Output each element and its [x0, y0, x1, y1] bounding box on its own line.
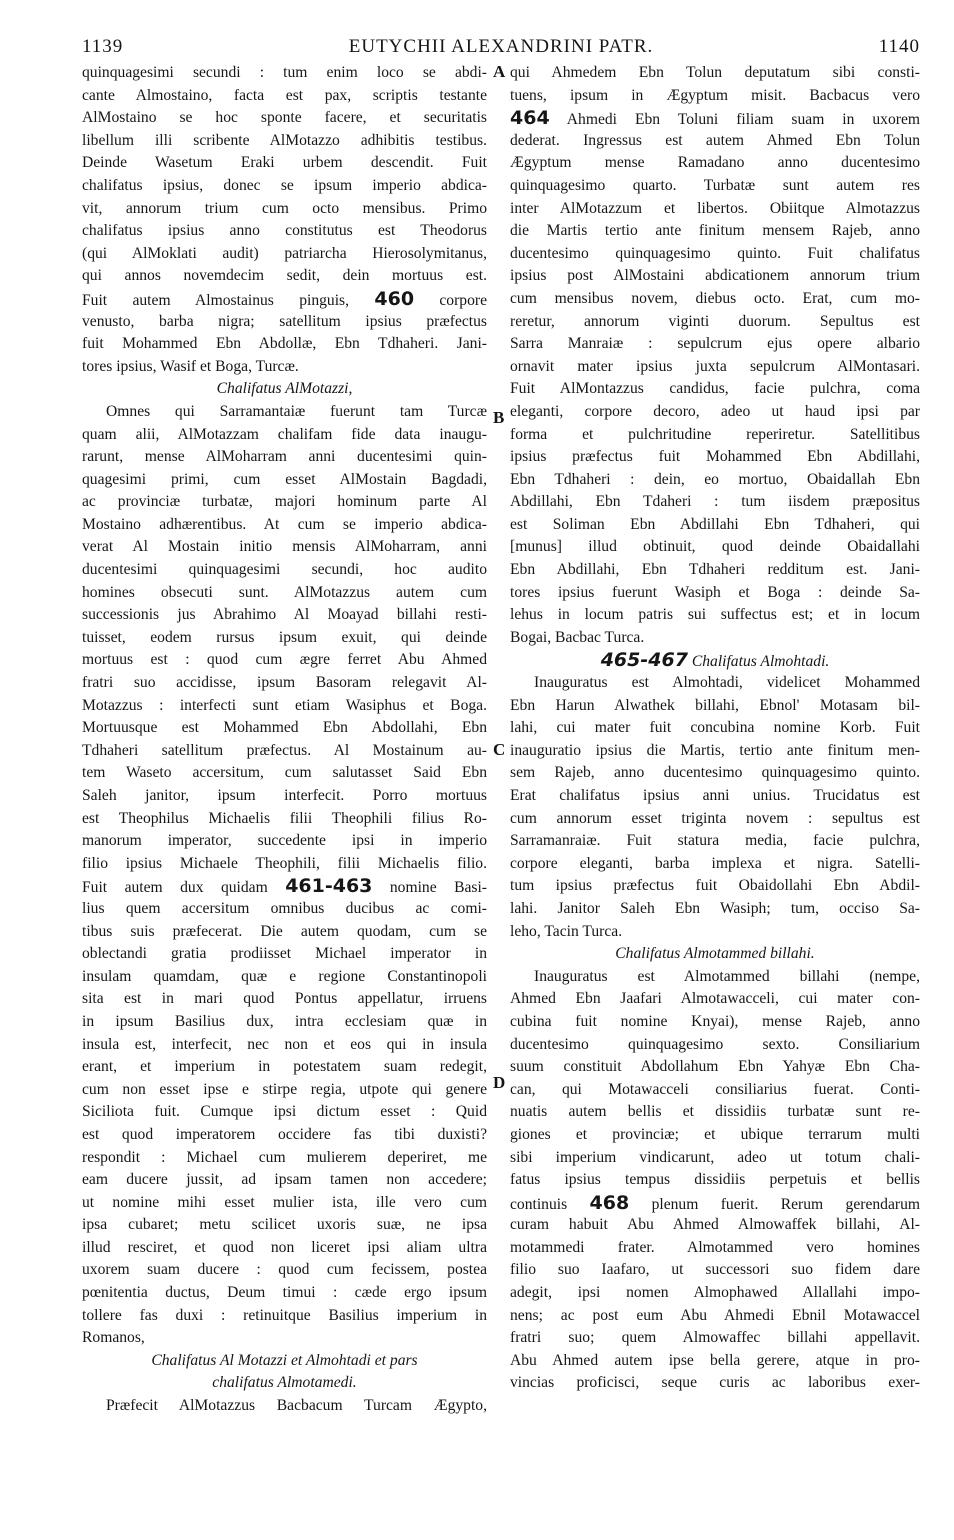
margin-letter-b: B	[493, 408, 505, 427]
text-line: lehus in locum patris sui suffectus est; et in locum	[510, 606, 920, 624]
text-line: motammedi frater. Almotammed vero homines	[510, 1238, 920, 1256]
text-line: Sarra Manraiæ : sepulcrum ejus opere albario	[510, 335, 920, 353]
text-line: fratri suo; quem Almowaffec billahi appellavit.	[510, 1329, 920, 1347]
text-line: nuatis autem bellis et dissidiis turbatæ sunt re-	[510, 1103, 920, 1121]
text-line: Inauguratus est Almotammed billahi (nempe,	[534, 967, 920, 985]
text-line: filio suo Iaafaro, ut successori suo fidem dare	[510, 1261, 920, 1279]
text-line: ornavit mater ipsius juxta sepulcrum AlMontasari.	[510, 357, 920, 375]
text-line: inauguratio ipsius die Martis, tertio ante finitum men-	[510, 741, 920, 759]
text-line: ipsius præfectus fuit Mohammed Ebn Abdillahi,	[510, 448, 920, 466]
text-line: 465-467 Chalifatus Almohtadi.	[600, 649, 830, 672]
text-line: sita est in mari quod Pontus appellatur, irruens	[82, 990, 487, 1008]
text-line: cum mensibus novem, diebus octo. Erat, cum mo-	[510, 289, 920, 307]
folio-number: 460	[374, 287, 415, 310]
text-line: die Martis tertio ante finitum mensem Rajeb, anno	[510, 222, 920, 240]
text-line: filio ipsius Michaele Theophili, filii Michaelis filio.	[82, 854, 487, 872]
text-line: ducentesimo quinquagesimo quinto. Fuit chalifatus	[510, 244, 920, 262]
text-line: ducentesimi quinquagesimi secundi, hoc audito	[82, 561, 487, 579]
text-line: Chalifatus Al Motazzi et Almohtadi et pars	[151, 1351, 418, 1369]
text-line: leho, Tacin Turca.	[510, 922, 623, 940]
text-line: lahi, cui mater fuit concubina nomine Korb. Fuit	[510, 719, 920, 737]
text-line: Romanos,	[82, 1329, 145, 1347]
text-line: Fuit autem dux quidam 461-463 nomine Basi-	[82, 875, 487, 898]
text-line: Bogai, Bacbac Turca.	[510, 628, 645, 646]
text-line: quam alii, AlMotazzam chalifam fide data inaugu-	[82, 425, 487, 443]
text-line: (qui AlMoklati audit) patriarcha Hierosolymitanus,	[82, 244, 487, 262]
text-line: Chalifatus Almotammed billahi.	[615, 945, 815, 963]
text-line: verat Al Mostain initio mensis AlMoharram, anni	[82, 538, 487, 556]
folio-number: 468	[589, 1191, 630, 1214]
text-line: Omnes qui Sarramantaiæ fuerunt tam Turcæ	[106, 402, 487, 420]
text-line: Abdillahi, Ebn Tdaheri : tum iisdem præpositus	[510, 493, 920, 511]
folio-number: 464	[510, 107, 550, 130]
text-line: ac provinciæ turbatæ, majori hominum parte Al	[82, 493, 487, 511]
text-line: forma et pulchritudine reperiretur. Satellitibus	[510, 425, 920, 443]
text-line: qui annos novemdecim sedit, dein mortuus est.	[82, 267, 487, 285]
text-line: Chalifatus AlMotazzi,	[216, 380, 353, 398]
text-line: chalifatus ipsius, donec se ipsum imperio abdica-	[82, 176, 487, 194]
text-line: Siciliota fuit. Cumque ipsi dictum esset : Quid	[82, 1103, 487, 1121]
text-line: pœnitentia ductus, Deum timui : cæde ergo ipsum	[82, 1284, 487, 1302]
text-line: suum constituit Abdollahum Ebn Yahyæ Ebn Cha-	[510, 1058, 920, 1076]
text-line: manorum imperator, succedente ipsi in imperio	[82, 832, 487, 850]
text-line: Fuit autem Almostainus pinguis, 460 corpore	[82, 287, 487, 310]
text-line: Mortuusque est Mohammed Ebn Abdollahi, Ebn	[82, 719, 487, 737]
right-column	[510, 62, 920, 1395]
text-line: quinquagesimi secundi : tum enim loco se abdi-	[82, 64, 487, 81]
text-line: ipsius post AlMostaini abdicationem annorum trium	[510, 267, 920, 285]
text-line: cum non esset ipse e stirpe regia, utpote qui genere	[82, 1080, 487, 1098]
text-line: Ahmed Ebn Jaafari Almotawacceli, cui mater con-	[510, 990, 920, 1008]
text-line: Deinde Wasetum Eraki urbem descendit. Fuit	[82, 154, 487, 172]
text-line: nens; ac post eum Abu Ahmedi Ebnil Motawaccel	[510, 1306, 920, 1324]
text-line: can, qui Motawacceli consiliarius fuerat. Conti-	[510, 1080, 920, 1098]
text-line: quinquagesimo quarto. Turbatæ sunt autem res	[510, 176, 920, 194]
text-line: tuisset, eodem rursus ipsum exuit, qui deinde	[82, 628, 487, 646]
text-line: tores ipsius fuerunt Wasiph et Boga : deinde Sa-	[510, 583, 920, 601]
text-line: chalifatus Almotamedi.	[212, 1374, 357, 1392]
text-line: chalifatus ipsius anno constitutus est Theodorus	[82, 222, 487, 240]
text-line: homines obsecuti sunt. AlMotazzus autem cum	[82, 583, 487, 601]
margin-letter-c: C	[493, 740, 506, 759]
text-line: [munus] illud obtinuit, quod deinde Obaidallahi	[510, 538, 920, 556]
text-line: Saleh janitor, ipsum interfecit. Porro mortuus	[82, 787, 487, 804]
text-line: insulam quamdam, quæ e regione Constantinopoli	[82, 967, 487, 985]
text-line: curam habuit Abu Ahmed Almowaffek billahi, Al-	[510, 1216, 920, 1234]
text-line: Sarramanraiæ. Fuit statura media, facie pulchra,	[510, 832, 920, 850]
text-line: fatus ipsius tempus dissidiis perpetuis et bellis	[510, 1171, 920, 1189]
text-line: tuens, ipsum in Ægyptum misit. Bacbacus vero	[510, 86, 920, 104]
text-line: continuis 468 plenum fuerit. Rerum gerendarum	[510, 1191, 920, 1214]
text-line: 464 Ahmedi Ebn Toluni filiam suam in uxorem	[510, 107, 920, 130]
left-page-number: 1139	[82, 36, 124, 57]
text-line: Abu Ahmed autem ipse bella gerere, atque in pro-	[510, 1351, 920, 1369]
text-line: Inauguratus est Almohtadi, videlicet Mohammed	[534, 674, 920, 692]
text-line: oblectandi gratia prodiisset Michael imperator in	[82, 945, 487, 963]
text-line: eleganti, corpore decoro, adeo ut haud ipsi par	[510, 402, 920, 420]
text-line: ipsa cubaret; metu scilicet uxoris suæ, ne ipsa	[82, 1216, 487, 1234]
text-line: giones et provinciæ; et ubique terrarum multi	[510, 1125, 920, 1143]
text-line: tem Waseto accersitum, cum salutasset Said Ebn	[82, 764, 487, 782]
text-line: vit, annorum trium cum octo mensibus. Primo	[82, 199, 487, 217]
text-line: tibus suis præfecerat. Die autem quodam, cum se	[82, 922, 487, 940]
text-line: Motazzus : interfecti sunt etiam Wasiphus et Boga.	[82, 696, 487, 714]
margin-letter-a: A	[493, 62, 506, 81]
text-line: illud resciret, et quod non liceret ipsi aliam ultra	[82, 1238, 487, 1256]
text-line: libellum illi scribente AlMotazzo adhibitis testibus.	[82, 131, 487, 149]
text-line: insula est, interfecit, nec non et eos qui in insula	[82, 1035, 487, 1053]
margin-letter-d: D	[493, 1073, 506, 1092]
text-line: cum annorum esset triginta novem : sepultus est	[510, 809, 920, 827]
text-line: Erat chalifatus ipsius anni unius. Trucidatus est	[510, 787, 920, 804]
text-line: Ebn Abdillahi, Ebn Tdhaheri redditum est. Jani-	[510, 561, 920, 579]
left-column	[82, 62, 487, 1418]
text-line: fratri suo accidisse, ipsum Basoram relegavit Al-	[82, 674, 487, 692]
text-line: inter AlMotazzum et libertos. Obiitque Almotazzus	[510, 199, 920, 217]
text-line: fuit Mohammed Ebn Abdollæ, Ebn Tdhaheri. Jani-	[82, 335, 487, 353]
folio-number: 461-463	[285, 875, 373, 898]
text-line: erant, et imperium in potestatem suam redegit,	[82, 1058, 487, 1076]
text-line: reretur, annorum viginti duorum. Sepultus est	[510, 312, 920, 330]
folio-number: 465-467	[600, 649, 688, 672]
text-line: respondit : Michael cum mulierem deperiret, me	[82, 1148, 487, 1166]
text-line: ut nomine mihi esset mulier ista, ille vero cum	[82, 1193, 487, 1211]
text-line: lahi. Janitor Saleh Ebn Wasiph; tum, occiso Sa-	[510, 899, 920, 917]
text-line: vincias proficisci, seque curis ac laboribus exer-	[510, 1374, 920, 1392]
text-line: Fuit AlMontazzus candidus, facie pulchra, coma	[510, 380, 920, 398]
text-line: tum ipsius præfectus fuit Obaidollahi Ebn Abdil-	[510, 877, 920, 895]
text-line: est Theophilus Michaelis filii Theophili filius Ro-	[82, 809, 487, 827]
text-line: Ægyptum mense Ramadano anno ducentesimo	[510, 154, 920, 172]
text-line: sibi imperium vindicarunt, adeo ut totum chali-	[510, 1148, 920, 1166]
text-line: est Soliman Ebn Abdillahi Ebn Tdhaheri, qui	[510, 515, 920, 533]
text-line: mortuus est : quod cum ægre ferret Abu Ahmed	[82, 651, 487, 669]
text-line: uxorem suam ducere : quod cum fecissem, postea	[82, 1261, 487, 1279]
text-line: cante Almostaino, facta est pax, scriptis testante	[82, 86, 487, 104]
text-line: Ebn Harun Alwathek billahi, Ebnol' Motasam bil-	[510, 696, 920, 714]
text-line: venusto, barba nigra; satellitum ipsius præfectus	[82, 312, 487, 330]
text-line: cubina fuit nomine Knyai), mense Rajeb, anno	[510, 1012, 920, 1030]
text-line: lius quem accersitum omnibus ducibus ac comi-	[82, 899, 487, 917]
text-line: adegit, ipsi nomen Almophawed Allallahi impo-	[510, 1284, 920, 1302]
text-line: dederat. Ingressus est autem Ahmed Ebn Tolun	[510, 131, 920, 149]
text-line: rarunt, mense AlMoharram anni ducentesimi quin-	[82, 448, 487, 466]
text-line: in ipsum Basilius dux, intra ecclesiam quæ in	[82, 1012, 487, 1030]
running-header	[82, 36, 920, 62]
text-line: eam ducere jussit, ad ipsam tamen non accedere;	[82, 1171, 487, 1189]
text-line: Tdhaheri satellitum præfectus. Al Mostainum au-	[82, 741, 487, 759]
text-line: Ebn Tdhaheri : dein, eo mortuo, Obaidallah Ebn	[510, 470, 920, 488]
text-line: tollere fas duxi : retinuitque Basilius imperium in	[82, 1306, 487, 1324]
text-line: corpore eleganti, barba implexa et nigra. Satelli-	[510, 854, 920, 872]
text-line: Mostaino adhærentibus. At cum se imperio abdica-	[82, 515, 487, 533]
running-title: EUTYCHII ALEXANDRINI PATR.	[348, 36, 654, 57]
text-line: est quod imperatorem occidere fas tibi duxisti?	[82, 1125, 487, 1143]
text-line: tores ipsius, Wasif et Boga, Turcæ.	[82, 357, 299, 375]
text-line: quagesimi primi, cum esset AlMostain Bagdadi,	[82, 470, 487, 488]
text-line: AlMostaino se hoc sponte facere, et securitatis	[82, 109, 487, 127]
text-line: qui Ahmedem Ebn Tolun deputatum sibi consti-	[510, 64, 920, 81]
right-page-number: 1140	[878, 36, 920, 57]
text-line: sem Rajeb, anno ducentesimo quinquagesimo quinto.	[510, 764, 920, 782]
text-line: ducentesimo quinquagesimo sexto. Consiliarium	[510, 1035, 920, 1053]
text-line: successionis jus Abrahimo Al Moayad billahi resti-	[82, 606, 487, 624]
text-line: Præfecit AlMotazzus Bacbacum Turcam Ægypto,	[106, 1397, 487, 1415]
